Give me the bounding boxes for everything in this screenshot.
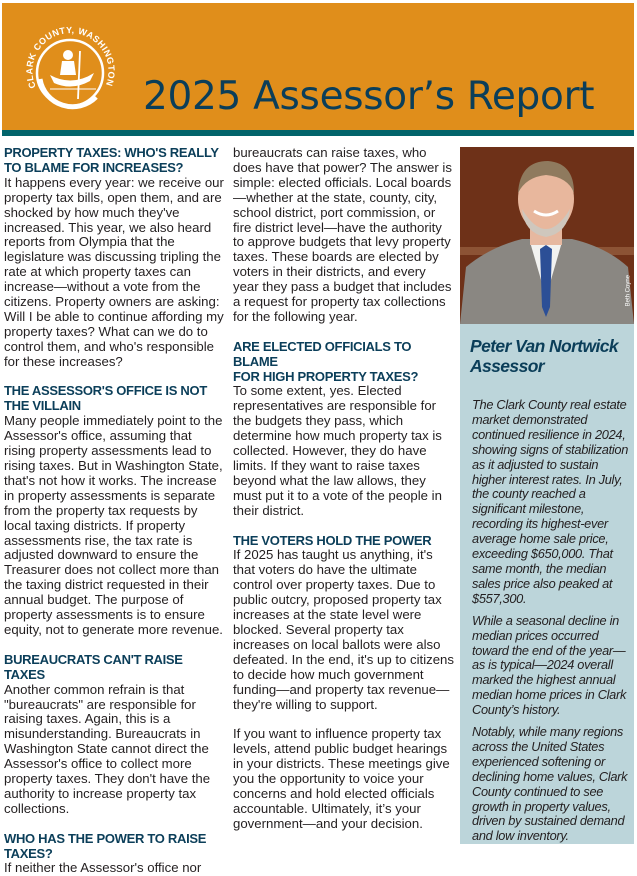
svg-text:CLARK COUNTY, WASHINGTON: CLARK COUNTY, WASHINGTON	[24, 24, 117, 90]
section-heading: BUREAUCRATS CAN'T RAISE TAXES	[4, 651, 183, 682]
assessor-name-block	[470, 336, 618, 376]
sidebar-paragraph: While a seasonal decline in median prices occurred toward the end of the year—as is typical—2024 overall marked the highest annual median home prices in Clark County’s history.	[472, 612, 627, 718]
section-body: bureaucrats can raise taxes, who does have that power? The answer is simple: elected officials. Local boards—whether at the state, county, city, school district, port commission, or fire district level—have the authority to approve budgets that levy property taxes. These boards are elected by voters in their districts, and every year they pass a budget that includes a request for property tax collections for the following year.	[233, 145, 452, 324]
clark-county-seal-icon	[20, 17, 120, 117]
sidebar-paragraph: The Clark County real estate market demonstrated continued resilience in 2024, showing signs of stabilization as it adjusted to sustain higher interest rates. In July, the county reached a significant milestone, recording its highest-ever average home sale price, exceeding $650,000. That same month, the median sales price also peaked at $557,300.	[472, 397, 629, 606]
section-heading: WHO HAS THE POWER TO RAISE TAXES?	[4, 830, 207, 861]
section-body: To some extent, yes. Elected representatives are responsible for the budgets they pass, which determine how much property tax is collected. However, they do have limits. If they want to raise taxes beyond what the law allows, they must put it to a vote of the people in their district.	[233, 383, 442, 518]
portrait-image-icon	[460, 147, 634, 324]
section-body: If you want to influence property tax levels, attend public budget hearings in your districts. These meetings give you the opportunity to voice your concerns and hold elected officials accountable. Ultimately, it’s your government—and your decision.	[233, 726, 450, 831]
header-divider	[2, 130, 634, 136]
section-body: If 2025 has taught us anything, it's that voters do have the ultimate control over property taxes. Due to public outcry, proposed property tax increases at the state level were blocked. Several property tax increases on local ballots were also defeated. In the end, it's up to citizens to decide how much government funding—and property tax revenue—they're willing to support.	[233, 547, 454, 712]
section-body: It happens every year: we receive our property tax bills, open them, and are shocked by how much they've increased. This year, we also heard reports from Olympia that the legislature was discussing tripling the rate at which property taxes can increase—without a vote from the citizens. Property owners are asking: Will I be able to continue affording my property taxes? What can we do to control them, and who's responsible for these increases?	[4, 174, 224, 369]
section-body: If neither the Assessor's office nor	[4, 860, 202, 876]
section-heading: ARE ELECTED OFFICIALS TO BLAME FOR HIGH PROPERTY TAXES?	[233, 338, 419, 384]
photo-credit: Beth Coyne	[625, 275, 631, 307]
market-summary	[472, 398, 632, 851]
section-body: Another common refrain is that "bureaucrats" are responsible for raising taxes. Again, this is a misunderstanding. Bureaucrats in Washington State cannot direct the Assessor's office to collect more property taxes. They don't have the authority to increase property tax collections.	[4, 681, 211, 816]
article-column-2	[233, 146, 455, 832]
assessor-title: Assessor	[470, 356, 545, 376]
report-header	[2, 3, 634, 130]
section-heading: THE VOTERS HOLD THE POWER	[233, 532, 432, 548]
assessor-name: Peter Van Nortwick	[470, 336, 619, 356]
section-heading: PROPERTY TAXES: WHO'S REALLY TO BLAME FOR INCREASES?	[4, 145, 219, 175]
section-body: Many people immediately point to the Assessor's office, assuming that rising property assessments lead to rising taxes. But in Washington State, that's not how it works. The increase in property assessments is separate from the property tax requests by local taxing districts. If property assessments rise, the tax rate is adjusted downward to ensure the Treasurer does not collect more than the taxing district requested in their annual budget. The purpose of property assessments is to ensure equity, not to generate more revenue.	[4, 413, 223, 637]
assessor-sidebar	[460, 147, 634, 844]
assessor-photo	[460, 147, 634, 324]
sidebar-paragraph: Notably, while many regions across the United States experienced softening or declining home values, Clark County continued to see growth in property values, driven by sustained demand and low inventory.	[472, 724, 628, 844]
section-heading: THE ASSESSOR'S OFFICE IS NOT THE VILLAIN	[4, 383, 207, 414]
page-title: 2025 Assessor’s Report	[143, 74, 595, 119]
article-column-1	[4, 146, 226, 876]
